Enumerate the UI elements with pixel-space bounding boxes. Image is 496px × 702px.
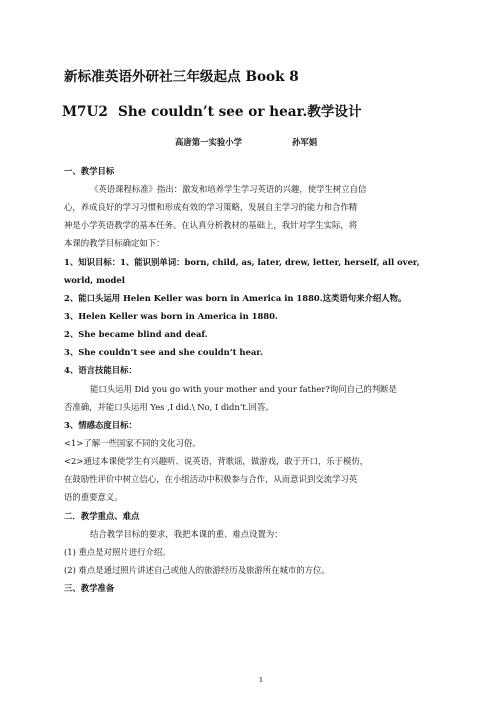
knowledge-goal-line: 3、She couldn’t see and she couldn’t hear. (64, 347, 263, 357)
paragraph-line: 能口头运用 Did you go with your mother and your father?询问自己的判断是 (90, 384, 397, 394)
knowledge-goal-line: 3、Helen Keller was born in America in 1880. (64, 311, 278, 321)
paragraph-line: <2>通过本课使学生有兴趣听、说英语，背歌谣，做游戏，敢于开口，乐于模仿， (64, 456, 369, 466)
school-name: 高唐第一实验小学 (175, 137, 242, 147)
section-heading-preparation: 三、教学准备 (64, 583, 115, 593)
section-heading-focus: 二．教学重点、难点 (64, 511, 140, 521)
author-line (175, 136, 317, 148)
attitude-goal-heading: 3、情感态度目标： (64, 420, 137, 430)
paragraph-line: 在鼓励性评价中树立信心，在小组活动中积极参与合作，从而意识到交流学习英 (64, 474, 358, 484)
knowledge-goal-line: 2、能口头运用 Helen Keller was born in America in 1880.这类语句来介绍人物。 (64, 293, 407, 303)
paragraph-line: 否准确，并能口头运用 Yes ,I did.\ No, I didn’t.回答。 (64, 402, 274, 412)
knowledge-goal-line: 2、She became blind and deaf. (64, 329, 208, 339)
paragraph-line: 结合教学目标的要求，我把本课的重、难点设置为： (90, 529, 283, 539)
document-title: 新标准英语外研社三年级起点 Book 8 (64, 69, 299, 85)
paragraph-line: 《英语课程标准》指出：激发和培养学生学习英语的兴趣，使学生树立自信 (90, 184, 367, 194)
knowledge-goal-line: world, model (64, 275, 125, 285)
paragraph-line: 心，养成良好的学习习惯和形成有效的学习策略，发展自主学习的能力和合作精 (64, 202, 358, 212)
page-number: 1 (259, 676, 264, 684)
section-heading-goals: 一、教学目标 (64, 166, 115, 176)
author-name: 孙军娟 (292, 137, 318, 147)
paragraph-line: 语的重要意义。 (64, 492, 123, 502)
knowledge-goal-line: 1、知识目标：1、能识别单词：born, child, as, later, drew, letter, herself, all over, (64, 257, 420, 267)
skill-goal-heading: 4、语言技能目标： (64, 365, 137, 375)
paragraph-line: 神是小学英语教学的基本任务。在认真分析教材的基础上，我针对学生实际，将 (64, 220, 358, 230)
lesson-name: She couldn’t see or hear.教学设计 (118, 104, 362, 120)
lesson-title (62, 103, 362, 121)
paragraph-line: (2) 难点是通过照片讲述自己或他人的旅游经历及旅游所在城市的方位。 (64, 565, 330, 575)
paragraph-line: (1) 重点是对照片进行介绍。 (64, 547, 171, 557)
paragraph-line: 本课的教学目标确定如下： (64, 238, 165, 248)
paragraph-line: <1>了解一些国家不同的文化习俗。 (64, 438, 201, 448)
unit-code: M7U2 (62, 104, 108, 120)
